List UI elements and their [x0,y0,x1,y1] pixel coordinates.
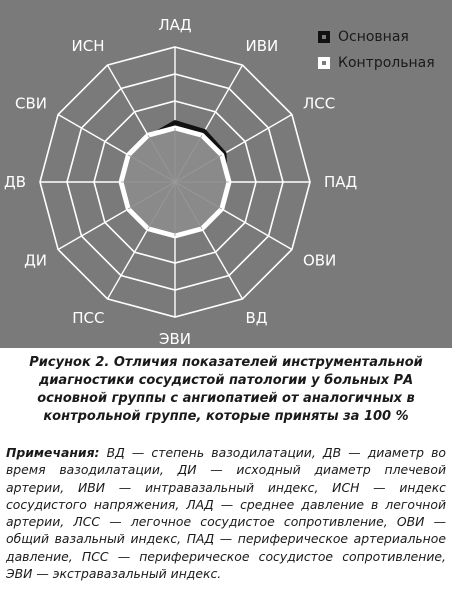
category-label-11: СВИ [15,94,48,113]
legend-swatch-control [318,57,330,69]
category-label-3: ЛСС [302,94,336,113]
legend-item-control [318,50,450,76]
legend-item-main [318,24,450,50]
notes-lead: Примечания: [6,445,100,460]
legend-label-main: Основная [338,29,409,45]
category-label-1: ЛАД [158,16,192,34]
category-label-9: ДИ [24,251,48,270]
figure-notes [6,444,446,582]
category-label-5: ОВИ [302,251,337,270]
notes-text: ВД — степень вазодилатации, ДВ — диаметр во время вазодилатации, ДИ — исходный диаметр плечевой артерии, ИВИ — интравазальный индекс, ИСН — индекс сосудистого напряжения, ЛАД — среднее давление в легочной артерии, ЛСС — легочное сосудистое сопротивление, ОВИ — общий вазальный индекс, ПАД — периферическое артериальное давление, ПСС — периферическое сосудистое сопротивление, ЭВИ — экстравазальный индекс. [6,445,446,582]
category-label-6: ВД [245,308,268,327]
category-label-10: ДВ [3,173,26,191]
category-label-7: ЭВИ [159,330,191,348]
legend-label-control: Контрольная [338,55,435,71]
category-label-2: ИВИ [245,37,279,56]
category-label-12: ИСН [71,37,105,56]
category-label-8: ПСС [72,308,105,327]
category-label-4: ПАД [324,173,358,191]
chart-legend [318,24,450,76]
legend-swatch-main [318,31,330,43]
figure-caption: Рисунок 2. Отличия показателей инструментальной диагностики сосудистой патологии у больных РА основной группы с ангиопатией от аналогичных в контрольной группе, которые приняты за 100 % [29,355,423,424]
